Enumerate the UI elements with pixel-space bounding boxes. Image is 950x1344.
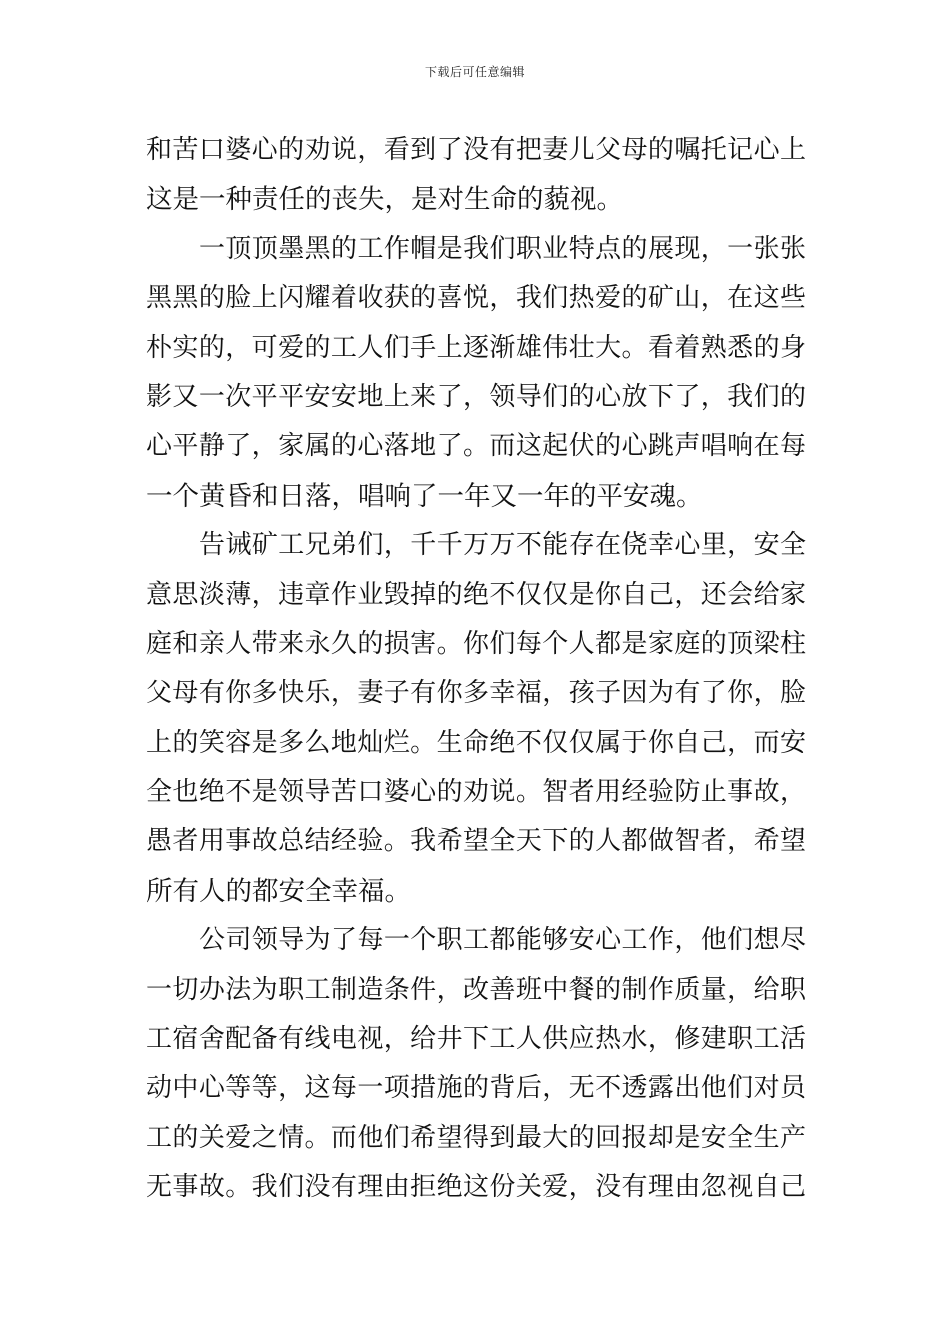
- document-body: [146, 126, 806, 1213]
- text-line: 心平静了，家属的心落地了。而这起伏的心跳声唱响在每: [146, 431, 806, 462]
- text-line: 父母有你多快乐，妻子有你多幸福，孩子因为有了你，脸: [146, 678, 806, 709]
- text-line: 一顶顶墨黑的工作帽是我们职业特点的展现，一张张: [199, 233, 806, 264]
- text-line: 工宿舍配备有线电视，给井下工人供应热水，修建职工活: [146, 1024, 806, 1055]
- text-line: 工的关爱之情。而他们希望得到最大的回报却是安全生产: [146, 1122, 806, 1153]
- text-line: 告诫矿工兄弟们，千千万万不能存在侥幸心里，安全: [199, 530, 806, 561]
- text-line: 意思淡薄，违章作业毁掉的绝不仅仅是你自己，还会给家: [146, 579, 806, 610]
- text-line: 全也绝不是领导苦口婆心的劝说。智者用经验防止事故，: [146, 777, 806, 808]
- text-line: 影又一次平平安安地上来了，领导们的心放下了，我们的: [146, 381, 806, 412]
- text-line: 上的笑容是多么地灿烂。生命绝不仅仅属于你自己，而安: [146, 727, 806, 758]
- text-line: 愚者用事故总结经验。我希望全天下的人都做智者，希望: [146, 826, 806, 857]
- text-line: 公司领导为了每一个职工都能够安心工作，他们想尽: [199, 925, 806, 956]
- text-line: 庭和亲人带来永久的损害。你们每个人都是家庭的顶梁柱: [146, 628, 806, 659]
- text-line: 一个黄昏和日落，唱响了一年又一年的平安魂。: [146, 480, 703, 512]
- text-line: 无事故。我们没有理由拒绝这份关爱，没有理由忽视自己: [146, 1172, 806, 1203]
- page-header: 下载后可任意编辑: [424, 65, 525, 79]
- text-line: 一切办法为职工制造条件，改善班中餐的制作质量，给职: [146, 974, 806, 1005]
- text-line: 和苦口婆心的劝说，看到了没有把妻儿父母的嘱托记心上: [146, 135, 806, 165]
- text-line: 黑黑的脸上闪耀着收获的喜悦，我们热爱的矿山，在这些: [146, 283, 806, 314]
- text-line: 动中心等等，这每一项措施的背后，无不透露出他们对员: [146, 1073, 806, 1104]
- text-line: 朴实的，可爱的工人们手上逐渐雄伟壮大。看着熟悉的身: [146, 332, 806, 363]
- text-line: 所有人的都安全幸福。: [146, 875, 411, 907]
- text-line: 这是一种责任的丧失，是对生命的藐视。: [146, 184, 623, 216]
